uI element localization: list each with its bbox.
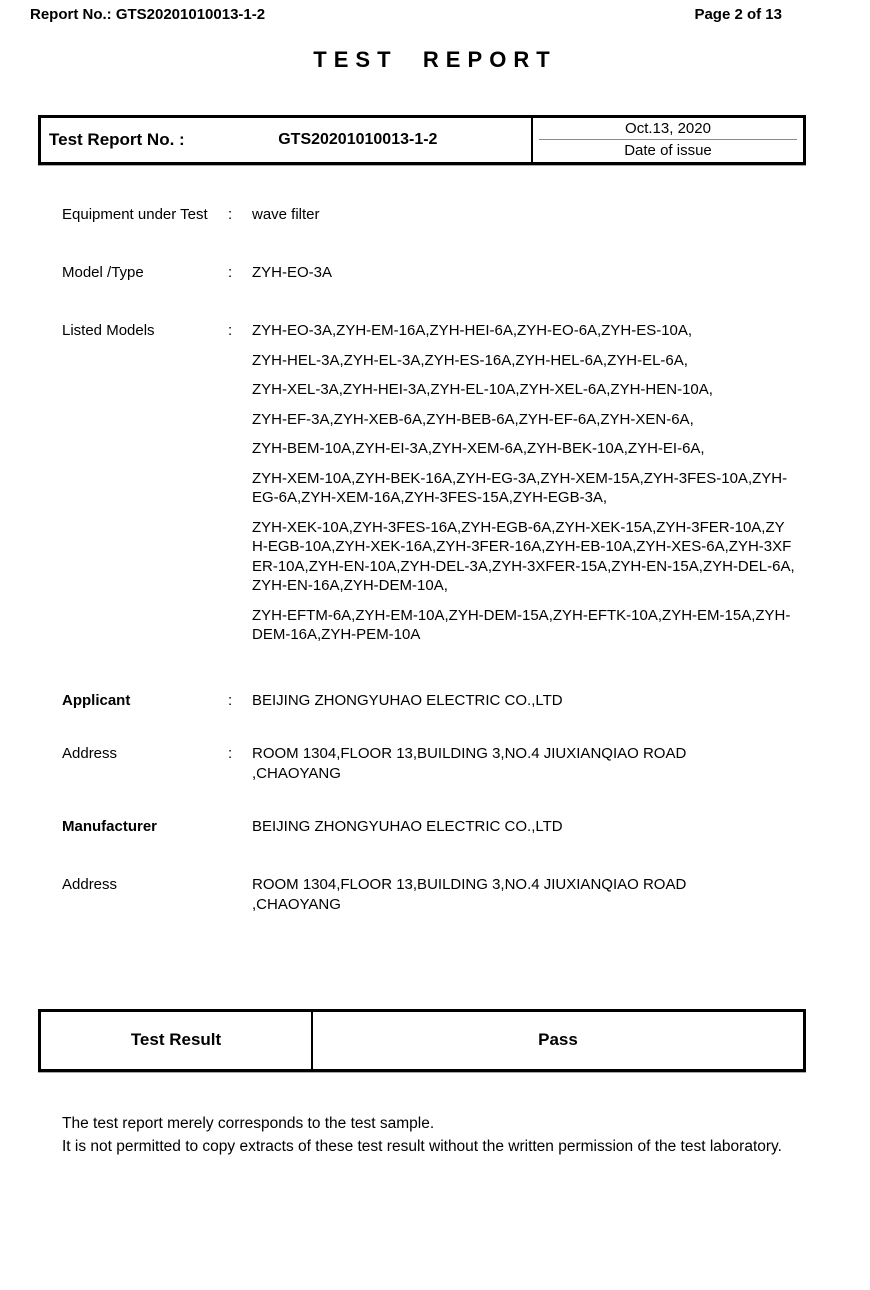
test-result-label: Test Result <box>130 1030 222 1049</box>
field-applicant <box>62 691 797 711</box>
page-indicator: Page 2 of 13 <box>694 6 782 23</box>
field-colon: : <box>228 264 233 281</box>
field-value: ROOM 1304,FLOOR 13,BUILDING 3,NO.4 JIUXIANQIAO ROAD ,CHAOYANG <box>252 875 687 913</box>
field-model-type <box>62 263 797 283</box>
field-colon <box>228 817 252 837</box>
field-value: wave filter <box>252 206 320 223</box>
field-label: Address <box>62 744 118 762</box>
field-value: ZYH-EO-3A <box>252 264 333 281</box>
report-fields <box>62 205 797 915</box>
field-manufacturer <box>62 817 797 837</box>
listed-models-value <box>252 321 795 655</box>
model-paragraph: ZYH-EF-3A,ZYH-XEB-6A,ZYH-BEB-6A,ZYH-EF-6A,ZYH-XEN-6A, <box>252 410 694 428</box>
model-paragraph: ZYH-EFTM-6A,ZYH-EM-10A,ZYH-DEM-15A,ZYH-EFTK-10A,ZYH-EM-15A,ZYH-DEM-16A,ZYH-PEM-10A <box>252 606 791 643</box>
field-equipment-under-test <box>62 205 797 225</box>
test-result-value: Pass <box>311 1012 803 1069</box>
field-label: Model /Type <box>62 264 144 281</box>
field-label: Applicant <box>62 691 131 709</box>
field-colon: : <box>228 691 233 709</box>
disclaimer-line-2: It is not permitted to copy extracts of these test result without the written permission of the test laboratory. <box>62 1137 782 1155</box>
test-report-no-label: Test Report No. : <box>49 130 185 149</box>
report-number: Report No.: GTS20201010013-1-2 <box>30 6 266 23</box>
field-colon <box>228 875 252 915</box>
report-number-cell <box>41 118 531 162</box>
model-paragraph: ZYH-BEM-10A,ZYH-EI-3A,ZYH-XEM-6A,ZYH-BEK-10A,ZYH-EI-6A, <box>252 440 705 457</box>
field-label: Manufacturer <box>62 817 158 835</box>
test-report-no-value: GTS20201010013-1-2 <box>278 131 438 148</box>
model-paragraph: ZYH-XEM-10A,ZYH-BEK-16A,ZYH-EG-3A,ZYH-XEM-15A,ZYH-3FES-10A,ZYH-EG-6A,ZYH-XEM-16A,ZYH-3FES-15A,ZYH-EGB-3A, <box>252 469 788 506</box>
field-listed-models <box>62 321 797 655</box>
disclaimer <box>62 1112 832 1158</box>
date-of-issue-label: Date of issue <box>624 142 712 159</box>
model-paragraph: ZYH-EO-3A,ZYH-EM-16A,ZYH-HEI-6A,ZYH-EO-6A,ZYH-ES-10A, <box>252 322 693 339</box>
issue-date: Oct.13, 2020 <box>625 120 711 137</box>
field-label: Address <box>62 875 118 893</box>
field-colon: : <box>228 206 233 223</box>
date-divider-line <box>539 139 797 140</box>
report-number-table <box>38 115 806 165</box>
disclaimer-line-1: The test report merely corresponds to the test sample. <box>62 1114 435 1132</box>
page-title: TEST REPORT <box>313 47 557 72</box>
field-manufacturer-address <box>62 875 797 915</box>
field-colon: : <box>228 322 233 339</box>
field-colon: : <box>228 744 233 762</box>
model-paragraph: ZYH-HEL-3A,ZYH-EL-3A,ZYH-ES-16A,ZYH-HEL-6A,ZYH-EL-6A, <box>252 351 688 369</box>
model-paragraph: ZYH-XEL-3A,ZYH-HEI-3A,ZYH-EL-10A,ZYH-XEL-6A,ZYH-HEN-10A, <box>252 381 713 398</box>
test-result-table <box>38 1009 806 1072</box>
page-header <box>0 0 870 23</box>
model-paragraph: ZYH-XEK-10A,ZYH-3FES-16A,ZYH-EGB-6A,ZYH-XEK-15A,ZYH-3FER-10A,ZYH-EGB-10A,ZYH-XEK-16A,ZYH-3FER-16A,ZYH-EB-10A,ZYH-XES-6A,ZYH-3XFER-10A,ZYH-EN-10A,ZYH-DEL-3A,ZYH-3XFER-15A,ZYH-EN-15A,ZYH-DEL-6A,ZYH-EN-16A,ZYH-DEM-10A, <box>252 518 795 594</box>
field-applicant-address <box>62 744 797 784</box>
field-label: Listed Models <box>62 322 155 339</box>
field-value: BEIJING ZHONGYUHAO ELECTRIC CO.,LTD <box>252 691 563 709</box>
field-value: ROOM 1304,FLOOR 13,BUILDING 3,NO.4 JIUXIANQIAO ROAD ,CHAOYANG <box>252 744 687 782</box>
field-value: BEIJING ZHONGYUHAO ELECTRIC CO.,LTD <box>252 817 563 835</box>
field-label: Equipment under Test <box>62 206 208 223</box>
date-of-issue-cell <box>531 118 803 162</box>
